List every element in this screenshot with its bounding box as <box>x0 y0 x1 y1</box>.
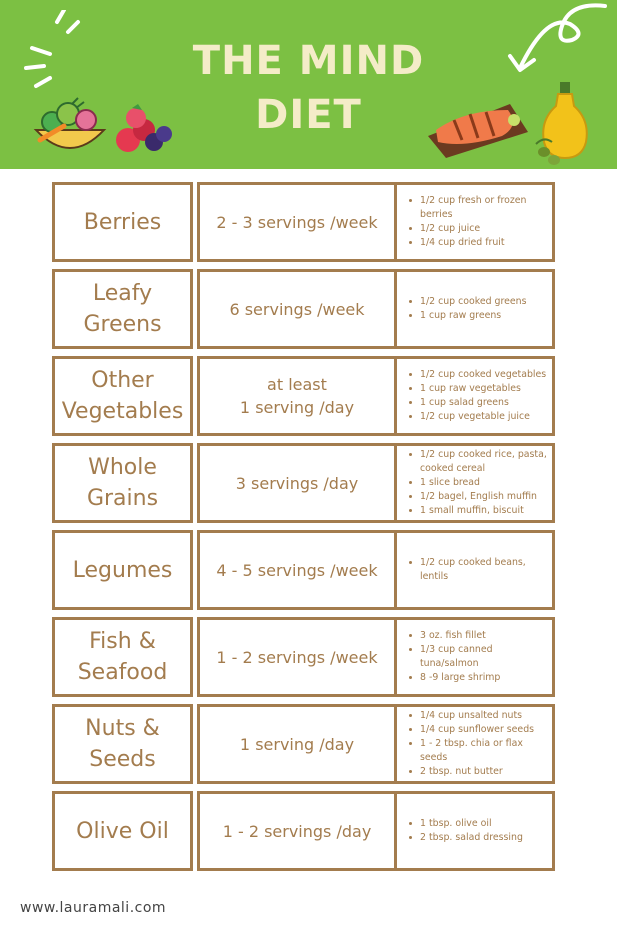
servings-text: 1 - 2 servings /day <box>222 821 372 841</box>
title-line-2: DIET <box>255 92 362 138</box>
food-group-name: Whole Grains <box>86 455 159 511</box>
title-line-1: THE MIND <box>192 38 425 84</box>
portion-list-item: 1/4 cup sunflower seeds <box>407 723 548 737</box>
food-group-cell <box>52 791 193 871</box>
servings-cell <box>197 182 397 262</box>
portion-examples-cell <box>394 182 555 262</box>
servings-cell <box>197 617 397 697</box>
servings-cell <box>197 791 397 871</box>
food-group-cell <box>52 182 193 262</box>
portion-list <box>407 817 523 845</box>
portion-list <box>407 709 548 779</box>
servings-text: 2 - 3 servings /week <box>216 212 378 232</box>
portion-list-item: 2 tbsp. nut butter <box>407 765 548 779</box>
food-group-cell <box>52 356 193 436</box>
servings-cell <box>197 269 397 349</box>
portion-list-item: 1 tbsp. olive oil <box>407 817 523 831</box>
portion-examples-cell <box>394 269 555 349</box>
portion-list-item: 1/4 cup dried fruit <box>407 236 548 250</box>
servings-text: 6 servings /week <box>229 299 365 319</box>
food-group-name: Nuts & Seeds <box>85 716 160 772</box>
food-group-cell <box>52 530 193 610</box>
portion-list-item: 8 -9 large shrimp <box>407 671 548 685</box>
portion-list <box>407 556 548 584</box>
portion-examples-cell <box>394 356 555 436</box>
portion-list-item: 1 - 2 tbsp. chia or flax seeds <box>407 737 548 765</box>
food-row <box>52 704 555 784</box>
portion-examples-cell <box>394 443 555 523</box>
portion-examples-cell <box>394 530 555 610</box>
portion-list-item: 1/2 cup fresh or frozen berries <box>407 194 548 222</box>
website-footer: www.lauramali.com <box>20 900 167 916</box>
servings-text: 3 servings /day <box>235 473 359 493</box>
portion-list-item: 3 oz. fish fillet <box>407 629 548 643</box>
portion-list-item: 1/2 cup cooked rice, pasta, cooked cereal <box>407 448 548 476</box>
portion-list <box>407 448 548 518</box>
portion-list-item: 1/3 cup canned tuna/salmon <box>407 643 548 671</box>
servings-cell <box>197 530 397 610</box>
food-group-name: Fish & Seafood <box>77 629 168 685</box>
food-group-cell <box>52 617 193 697</box>
servings-text: 4 - 5 servings /week <box>216 560 378 580</box>
food-row <box>52 530 555 610</box>
portion-list-item: 1 cup raw greens <box>407 309 526 323</box>
portion-list <box>407 368 546 424</box>
food-row <box>52 269 555 349</box>
servings-cell <box>197 443 397 523</box>
food-row <box>52 791 555 871</box>
food-group-name: Legumes <box>72 557 173 583</box>
servings-text: 1 serving /day <box>239 734 355 754</box>
food-row <box>52 182 555 262</box>
food-group-name: Olive Oil <box>76 818 169 844</box>
servings-cell <box>197 356 397 436</box>
portion-list <box>407 194 548 250</box>
servings-text: at least 1 serving /day <box>239 375 355 417</box>
food-group-name: Berries <box>83 209 162 235</box>
portion-list-item: 1/2 cup cooked vegetables <box>407 368 546 382</box>
portion-list-item: 1/2 cup cooked beans, lentils <box>407 556 548 584</box>
portion-list-item: 2 tbsp. salad dressing <box>407 831 523 845</box>
portion-examples-cell <box>394 617 555 697</box>
portion-list <box>407 629 548 685</box>
food-group-cell <box>52 269 193 349</box>
portion-list-item: 1 small muffin, biscuit <box>407 504 548 518</box>
servings-text: 1 - 2 servings /week <box>216 647 378 667</box>
portion-list-item: 1 cup raw vegetables <box>407 382 546 396</box>
portion-examples-cell <box>394 704 555 784</box>
servings-cell <box>197 704 397 784</box>
food-row <box>52 617 555 697</box>
portion-list-item: 1/2 cup vegetable juice <box>407 410 546 424</box>
food-row <box>52 443 555 523</box>
portion-list <box>407 295 526 323</box>
food-group-cell <box>52 443 193 523</box>
portion-list-item: 1/2 cup juice <box>407 222 548 236</box>
portion-list-item: 1 cup salad greens <box>407 396 546 410</box>
header-banner <box>0 0 617 169</box>
portion-list-item: 1/2 bagel, English muffin <box>407 490 548 504</box>
food-group-name: Leafy Greens <box>83 281 162 337</box>
portion-list-item: 1/2 cup cooked greens <box>407 295 526 309</box>
portion-list-item: 1 slice bread <box>407 476 548 490</box>
food-group-name: Other Vegetables <box>61 368 184 424</box>
food-row <box>52 356 555 436</box>
portion-examples-cell <box>394 791 555 871</box>
food-group-cell <box>52 704 193 784</box>
portion-list-item: 1/4 cup unsalted nuts <box>407 709 548 723</box>
